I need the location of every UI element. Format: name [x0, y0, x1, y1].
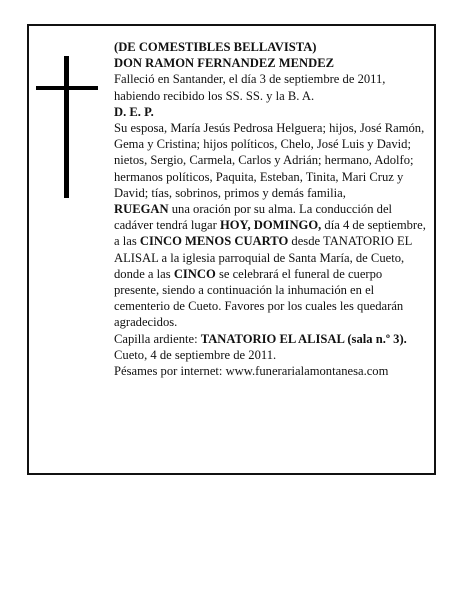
ceremony-route: desde TANATORIO EL ALISAL a la iglesia parroquial de Santa María, de Cueto, donde a las — [114, 234, 412, 281]
establishment-name: (DE COMESTIBLES BELLAVISTA) — [114, 40, 317, 54]
death-info: Falleció en Santander, el día 3 de septiembre de 2011, habiendo recibido los SS. SS. y la B. A. — [114, 72, 386, 103]
ceremony-info — [114, 201, 426, 331]
chapel-name: TANATORIO EL ALISAL (sala n.º 3). — [200, 331, 407, 346]
place-date: Cueto, 4 de septiembre de 2011. — [114, 347, 277, 362]
obituary-text — [114, 39, 426, 379]
deceased-name: DON RAMON FERNANDEZ MENDEZ — [114, 56, 335, 71]
ceremony-date: día 4 de septiembre, a las — [114, 218, 426, 249]
chapel-label: Capilla ardiente: — [114, 331, 201, 346]
condolences-line: Pésames por internet: www.funerarialamontanesa.com — [114, 364, 389, 379]
ruegan-word: RUEGAN — [114, 202, 169, 217]
chapel-info — [114, 331, 426, 347]
funeral-time: CINCO — [173, 266, 216, 281]
family-list: Su esposa, María Jesús Pedrosa Helguera; hijos, José Ramón, Gema y Cristina; hijos políticos, Chelo, José Luis y David; nietos, Sergio, Carmela, Carlos y Adrián; hermano, Adolfo; hermanos políticos, Paquita, Esteban, Tinita, Mari Cruz y David; tías, sobrinos, primos y demás familia, — [114, 121, 425, 200]
cross-icon — [64, 56, 69, 198]
cross-icon-crossbar — [36, 86, 98, 90]
ceremony-time: CINCO MENOS CUARTO — [139, 234, 289, 249]
funeral-info: se celebrará el funeral de cuerpo presente, siendo a continuación la inhumación en el cementerio de Cueto. Favores por los cuales les quedarán agradecidos. — [114, 266, 404, 330]
ceremony-day: HOY, DOMINGO, — [219, 218, 322, 233]
prayer-text: una oración por su alma. La conducción del cadáver tendrá lugar — [114, 202, 393, 233]
dep-heading: D. E. P. — [114, 104, 154, 119]
